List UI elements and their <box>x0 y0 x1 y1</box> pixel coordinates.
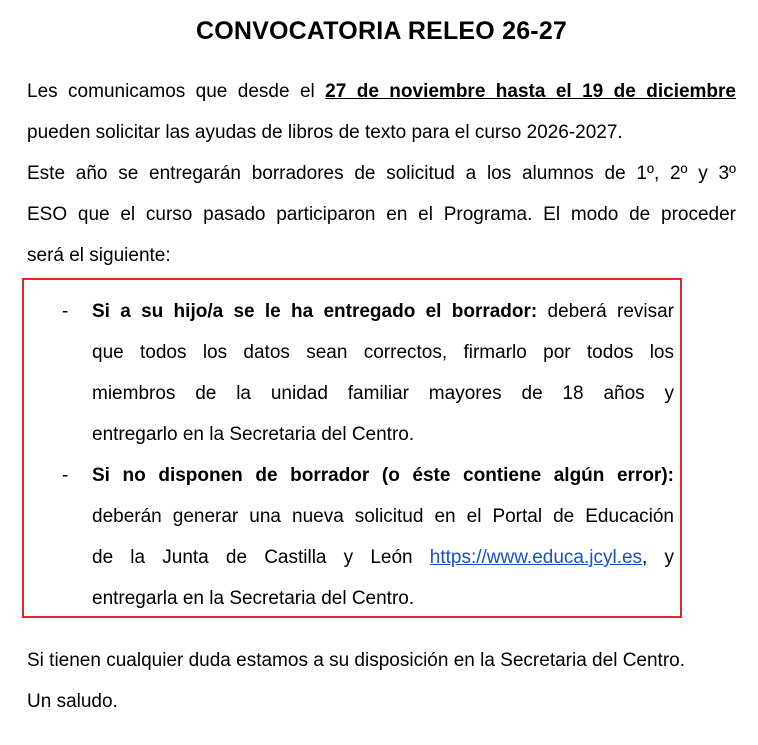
bullet-dash: - <box>62 301 69 322</box>
bullet-1-line-1-rest: deberá revisar <box>537 301 674 322</box>
bullet-1-heading: Si a su hijo/a se le ha entregado el borrador: <box>92 301 538 322</box>
intro-line-3: Este año se entregarán borradores de solicitud a los alumnos de 1º, 2º y 3º <box>27 163 736 184</box>
intro-paragraph <box>27 71 736 276</box>
closing-paragraph <box>27 640 747 722</box>
instructions-list <box>62 291 674 619</box>
intro-line-5: será el siguiente: <box>27 245 171 266</box>
list-item <box>62 291 674 455</box>
bullet-2-line-2: deberán generar una nueva solicitud en el Portal de Educación <box>92 506 674 527</box>
document-title: CONVOCATORIA RELEO 26-27 <box>195 17 568 45</box>
bullet-2-line-3-pre: de la Junta de Castilla y León <box>92 547 430 568</box>
educa-link[interactable]: https://www.educa.jcyl.es <box>429 547 643 568</box>
closing-line-1: Si tienen cualquier duda estamos a su disposición en la Secretaria del Centro. <box>27 650 685 671</box>
list-item <box>62 455 674 619</box>
bullet-2-line-3-post: , y <box>642 547 674 568</box>
bullet-2-line-1 <box>92 455 674 496</box>
intro-line-1-text: Les comunicamos que desde el <box>27 81 326 102</box>
intro-line-1 <box>27 71 736 112</box>
bullet-1-line-4: entregarlo en la Secretaria del Centro. <box>92 424 415 445</box>
bullet-1-line-3: miembros de la unidad familiar mayores de 18 años y <box>92 383 674 404</box>
bullet-dash: - <box>62 465 69 486</box>
intro-dates: 27 de noviembre hasta el 19 de diciembre <box>325 81 736 102</box>
document-page <box>27 14 736 276</box>
bullet-2-heading: Si no disponen de borrador (o éste contiene algún error): <box>92 465 674 486</box>
bullet-2-line-4: entregarla en la Secretaria del Centro. <box>92 588 415 609</box>
closing-line-2: Un saludo. <box>27 691 118 712</box>
intro-line-4: ESO que el curso pasado participaron en el Programa. El modo de proceder <box>27 204 736 225</box>
bullet-1-line-2: que todos los datos sean correctos, firmarlo por todos los <box>92 342 674 363</box>
bullet-2-line-3 <box>92 537 674 578</box>
bullet-1-line-1 <box>92 291 674 332</box>
intro-line-2: pueden solicitar las ayudas de libros de texto para el curso 2026-2027. <box>27 122 623 143</box>
